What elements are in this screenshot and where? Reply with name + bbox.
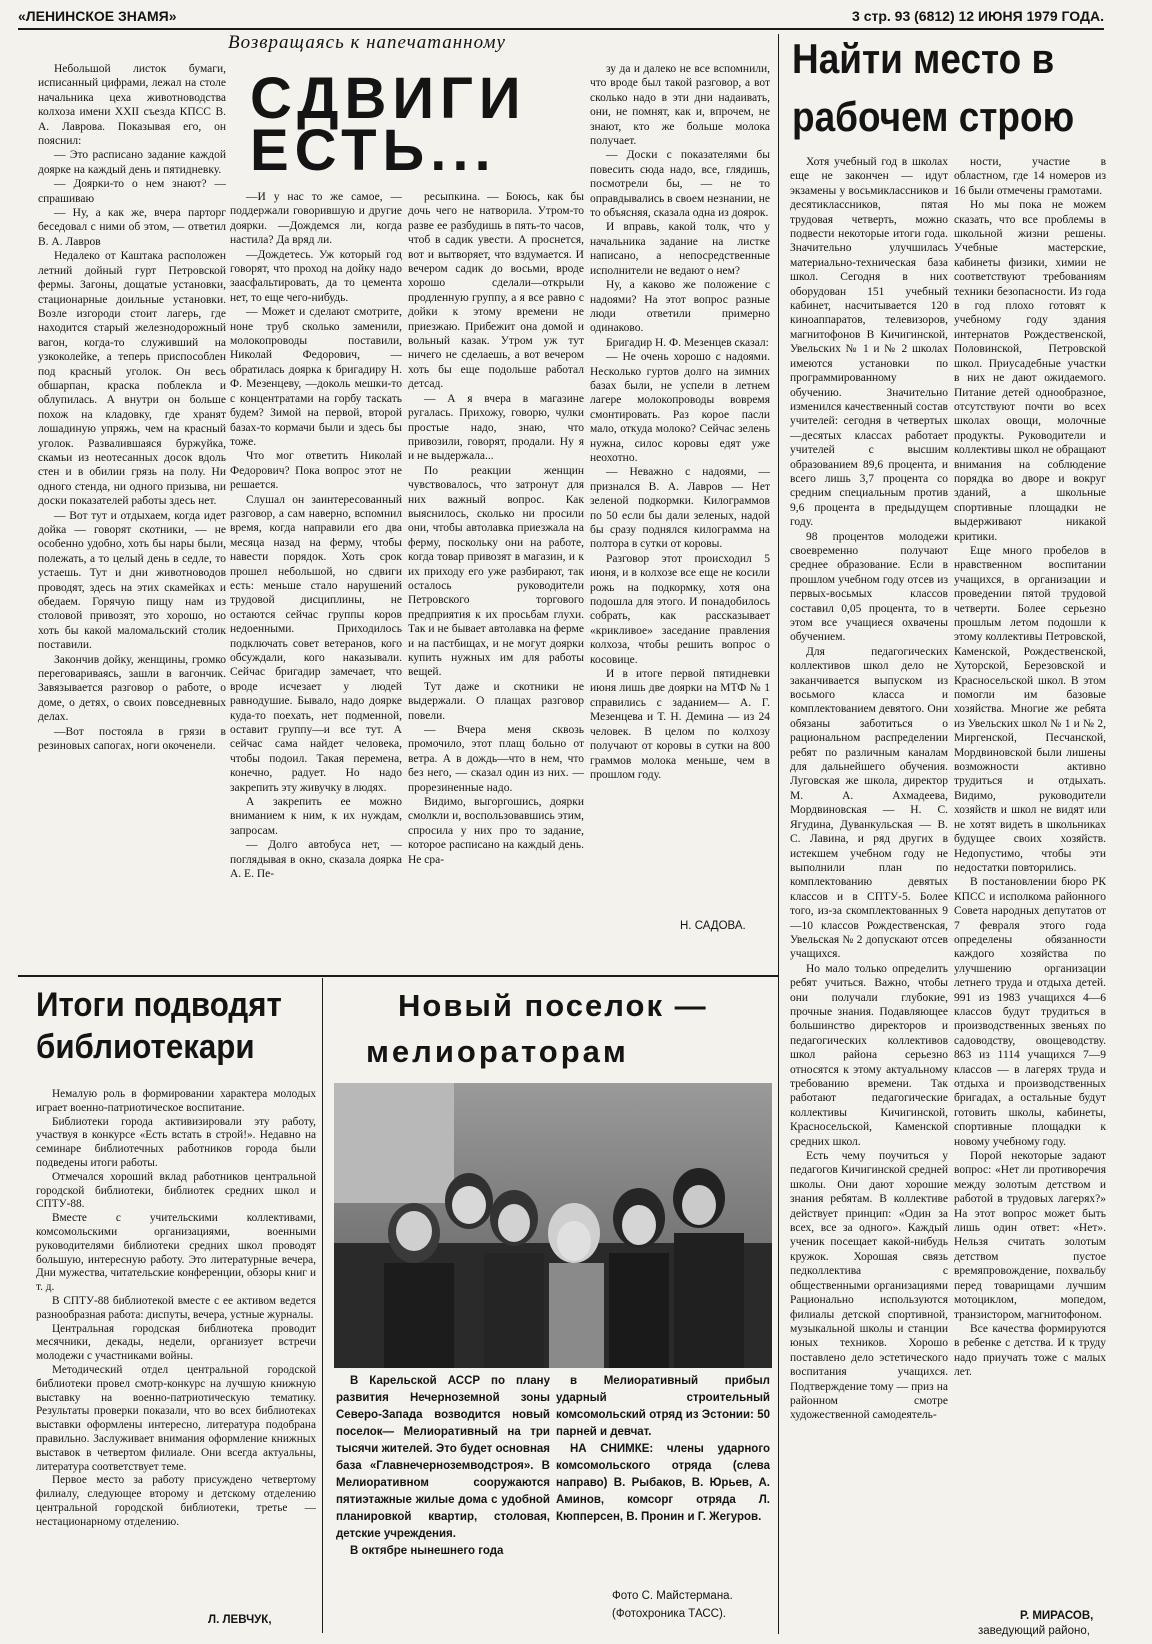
paragraph: — Вот тут и отдыхаем, когда идет дойка — говорят скотники, — не особенно удобно, хоть бы нары были, полежать, а то целый день в седле, то устаешь. Тут и дни животноводов проводят, здесь на этих скамейках и обедаем. Горячую пищу нам из столовой привозят, это хорошо, но хоть бы какой маломальский столик поставили. [38,509,226,652]
article3-signature: Л. ЛЕВЧУК, [208,1614,272,1626]
paragraph: — Ну, а как же, вчера парторг беседовал с ними об этом, — ответил В. А. Лавров [38,207,226,248]
paragraph: А закрепить ее можно вниманием к ним, к их нуждам, запросам. [230,796,402,837]
article2-title-line1: Найти место в [792,35,1055,82]
paragraph: Первое место за работу присуждено четвертому филиалу, следующее второму и детскому отделению центральной городской библиотеки, третье — нестационарному отделению. [36,1474,316,1528]
article2-signature-role: заведующий районо, [978,1625,1090,1637]
paragraph: Методический отдел центральной городской библиотеки провел смотр-конкурс на лучшую книжную выставку на военно-патриотическую тематику. Результаты проверки показали, что во всех библиотеках выставки оформлены интересно, литература подобрана правильно. Заслуживает внимания оформление книжных выставок в четвертом филиале. Они всегда актуальны, литература соответствует теме. [36,1363,316,1473]
article3-title-line1: Итоги подводят [36,986,282,1024]
paragraph: И в итоге первой пятидневки июня лишь две доярки на МТФ № 1 справились с заданием— А. Г. Мезенцева и Т. Н. Демина — из 24 человек. В целом по колхозу получают от коровы в сутки на 800 граммов молока меньше, чем в прошлом году. [590,668,770,781]
paragraph: В постановлении бюро РК КПСС и исполкома районного Совета народных депутатов от 7 февраля этого года определены обязанности каждого хозяйства по улучшению организации летнего труда и отдыха детей. 991 из 1983 учащихся 4—6 классов будут трудиться в производственных звеньях по садоводству, овощеводству. 863 из 1114 учащихся 7—9 классов — в лагерях труда и отдыха и производственных бригадах, а остальные будут готовить школы, кабинеты, спортивные площадки к новому учебному году. [954,876,1106,1148]
article4-caption-2 [556,1373,770,1558]
paragraph: Хотя учебный год в школах еще не закончен — идут экзамены у восьмиклассников и десятиклассников, пятая трудовая четверть, можно подвести некоторые итоги года. Значительно улучшилась материально-техническая база школ. Сегодня в них оборудован 151 учебный кабинет, насчитывается 120 киноаппаратов, телевизоров, магнитофонов В Кичигинской, Увельских № 1 и № 2 школах имеются установки по программированному обучению. Значительно изменился качественный состав учителей: сегодня в четвертых —десятых классах работает учителей с высшим образованием 89,6 процента, и всего лишь 3,7 процента со средним специальным против 9,6 процента в предыдущем году. [790,156,948,529]
paragraph: По реакции женщин чувствовалось, что затронут для них важный вопрос. Как выяснилось, сколько ни просили они, чтобы автолавка приезжала на ферму, поскольку они на работе, когда товар привозят в магазин, и к их приходу его уже разбирают, так осталось руководители Петровского торгового предприятия к их просьбам глухи. Так и не бывает автолавка на ферме и на пастбищах, и не могут доярки купить нужных им для работы вещей. [408,464,584,679]
article1-column-4 [590,62,770,917]
paragraph: Недалеко от Каштака расположен летний дойный гурт Петровской фермы. Загоны, дощатые установки, стационарные доильные установки. Возле изгороди стоит лагерь, где находится старый железнодорожный вагон, когда-то служивший на узкоколейке, а теперь приспособлен под красный уголок. Он весь обшарпан, краска поблекла и облупилась. А внутри он больше похож на кладовку, где хранят лошадиную упряжь, чем на красный уголок. Развалившаяся буржуйка, скамьи из неотесанных досок вдоль стен и в обилии грязь на полу. Ни одного стенда, ни одного призыва, ни доски показателей работы здесь нет. [38,250,226,508]
paragraph: — Не очень хорошо с надоями. Несколько гуртов долго на зимних базах были, не успели в летнем лагере молокопроводы вовремя смонтировать. Раз корое пасли мало, откуда молоко? Сейчас зелень нужна, силос коровы едят уже неохотно. [590,351,770,464]
article1-title-line1: СДВИГИ [250,66,527,131]
paragraph: В СПТУ-88 библиотекой вместе с ее активом ведется разнообразная работа: диспуты, вечера, устные журналы. [36,1294,316,1321]
paragraph: зу да и далеко не все вспомнили, что вроде был такой разговор, а вот сколько надо в эти дни надаивать, они, не помнят, как и, впрочем, не знают, кто же больше молока получает. [590,63,770,148]
paragraph: Немалую роль в формировании характера молодых играет военно-патриотическое воспитание. [36,1088,316,1114]
paragraph: —Дождетесь. Уж который год говорят, что проход на дойку надо заасфальтировать, да то цемента нет, то еще чего-нибудь. [230,248,402,304]
paragraph: ности, участие в областном, где 14 номеров из 16 были отмечены грамотами. [954,156,1106,197]
article1-signature: Н. САДОВА. [680,920,746,932]
article1-title-line2: ЕСТЬ... [250,118,497,183]
photo-illustration [334,1083,772,1368]
photo-credit-1: Фото С. Майстермана. [612,1590,733,1602]
paragraph: Библиотеки города активизировали эту работу, участвуя в конкурсе «Есть встать в строй!». Недавно на семинаре библиотечных работников города были подведены итоги работы. [36,1115,316,1169]
masthead: «ЛЕНИНСКОЕ ЗНАМЯ» [18,8,177,24]
article1-column-1 [38,62,226,962]
paragraph: Все качества формируются в ребенке с детства. И к труду надо приучать тоже с малых лет. [954,1322,1106,1379]
article1-kicker: Возвращаясь к напечатанному [228,32,506,53]
paragraph: И вправь, какой толк, что у начальника задание на листке написано, а непосредственные исполнители не ведают о нем? [590,221,770,277]
article2-column-2 [954,155,1106,1605]
window-light [334,1083,454,1203]
paragraph: — Это расписано задание каждой доярке на каждый день и пятидневку. [38,149,226,176]
paragraph: — Долго автобуса нет, —поглядывая в окно, сказала доярка А. Е. Пе- [230,839,402,881]
article2-signature-name: Р. МИРАСОВ, [1020,1610,1094,1622]
page-header [18,4,1104,28]
paragraph: В Карельской АССР по плану развития Нечерноземной зоны Северо-Запада возводится новый поселок— Мелиоративный на три тысячи жителей. Это будет основная база «Главнечерноземводстроя». В Мелиоративном сооружаются пятиэтажные жилые дома с удобной планировкой квартир, столовая, детские учреждения. [336,1375,550,1540]
paragraph: Но мы пока не можем сказать, что все проблемы в школьной жизни решены. Учебные мастерские, кабинеты физики, химии не соответствуют требованиям техники безопасности. Из года в год плохо готовят к учебному году здания интернатов Рождественской, Половинской, Петровской школ. Приусадебные участки в них не дают ожидаемого. Питание детей однообразное, отсутствуют почти во всех школах овощи, молочные продукты. Руководители и коллективы школ не обращают внимания на соблюдение порядка во дворе и вокруг зданий, а школьные спортивные площадки не выдерживают никакой критики. [954,199,1106,543]
paragraph: Центральная городская библиотека проводит месячники, декады, недели, организует встречи молодежи с участниками войны. [36,1322,316,1363]
paragraph: Вместе с учительскими коллективами, комсомольскими организациями, военными руководителями библиотеки средних школ проводят большую, интересную работу. Это литературные вечера, Дни мужества, читательские конференции, обзоры книг и т. д. [36,1212,316,1294]
paragraph: 98 процентов молодежи своевременно получают среднее образование. Если в прошлом учебном году отсев из первых-восьмых классов составил 0,05 процента, то в этом все учащиеся охвачены обучением. [790,530,948,644]
paragraph: Ну, а каково же положение с надоями? На этот вопрос разные люди ответили примерно одинаково. [590,279,770,335]
paragraph: Есть чему поучиться у педагогов Кичигинской средней школы. Они дают хорошие знания ребятам. В коллективе действует принцип: «Один за всех, все за одного». Каждый ученик посещает какой-нибудь кружок. Хорошая связь педколлектива с общественными организациями Рационально используются филиалы детской спортивной, музыкальной школы и станции юных техников. Хорошо поставлено дело эстетического воспитания учащихся. Подтверждение тому — приз на районном смотре художественной самодеятель- [790,1150,948,1422]
paragraph: — Вчера меня сквозь промочило, этот плащ больно от ветра. А в дождь—что в нем, что без него, — сказал один из них. — прорезиненные надо. [408,724,584,794]
article4-title-line2: мелиораторам [366,1034,629,1069]
paragraph: Что мог ответить Николай Федорович? Пока вопрос этот не решается. [230,450,402,492]
paragraph: Слушал он заинтересованный разговор, а сам наверно, вспомнил время, когда направили его два месяца назад на ферму, чтобы навести порядок. Хоть срок прошел небольшой, но сдвиги есть: меньше стало нарушений трудовой дисциплины, не остаются сейчас группы коров недоенными. Приходилось подключать совет ветеранов, кого обсуждали, кого наказывали. Сейчас бригадир замечает, что вроде исчезает у людей равнодушие. Бывало, надо доярке куда-то поехать, нет подменной, оставит группу—и все тут. А сейчас сама найдет человека, чтобы подоил. Такая перемена, конечно, радует. Но надо закрепить эту живучку в людях. [230,493,402,794]
paragraph: Видимо, выгоргошись, доярки смолкли и, воспользовавшись этим, спросила у них про то задание, которое расписано на каждый день. Не сра- [408,796,584,866]
paragraph: Для педагогических коллективов школ дело не заканчивается выпуском из восьмого класса и комплектованием девятого. Они обязаны заботиться о рациональном распределении ребят по различным каналам для дальнейшего обучения. Луговская же школа, директор М. А. Ахмадеева, Мордвиновская — Н. С. Ягудина, Дуванкульская — В. С. Лавина, и ряд других в истекшем учебном году не выполнили план по комплектованию девятых классов и в СПТУ-5. Более того, из-за скомплектованных 9—10 классов Рождественская, Увельская № 2 допускают отсев учащихся. [790,645,948,961]
paragraph: в Мелиоративный прибыл ударный строительный комсомольский отряд из Эстонии: 50 парней и девчат. [556,1375,770,1438]
bottom-divider [322,978,323,1633]
paragraph: Небольшой листок бумаги, исписанный цифрами, лежал на столе начальника цеха животноводства колхоза имени XXII съезда КПСС В. А. Лаврова. Показывая его, он пояснил: [38,63,226,148]
paragraph: — А я вчера в магазине ругалась. Прихожу, говорю, чулки простые надо, знаю, что привозили, говорят, продали. Ну я и не выдержала... [408,392,584,463]
paragraph: Тут даже и скотники не выдержали. О плащах разговор повели. [408,680,584,722]
paragraph: Отмечался хороший вклад работников центральной городской библиотеки, библиотек средних школ и СПТУ-88. [36,1170,316,1211]
paragraph: —Вот постояла в грязи в резиновых сапогах, ноги окоченели. [38,725,226,753]
article2-title-line2: рабочем строю [792,93,1075,140]
article4-title-line1: Новый поселок — [398,988,708,1023]
paragraph: — Доски с показателями бы повесить сюда надо, все, глядишь, посмотрели бы, — не то оправдывались в своем незнании, не то объясняя, сказала одна из доярок. [590,149,770,220]
paragraph: Закончив дойку, женщины, громко переговариваясь, зашли в вагончик. Завязывается разговор о работе, о доме, о детях, о своих повседневных делах. [38,653,226,724]
issue-date: 3 стр. 93 (6812) 12 ИЮНЯ 1979 ГОДА. [852,8,1104,24]
paragraph: Но мало только определить ребят учиться. Важно, чтобы они получали глубокие, прочные знания. Подавляющее большинство директоров и педагогических коллективов школ района серьезно относятся к этому актуальному требованию времени. Так работают педагогические коллективы Кичигинской, Красносельской, Каменской средних школ. [790,962,948,1148]
article4-caption-1 [336,1373,550,1638]
article1-column-3 [408,190,584,940]
column-divider [778,34,779,1634]
paragraph: Бригадир Н. Ф. Мезенцев сказал: [606,336,769,349]
paragraph: — Неважно с надоями, — признался В. А. Лавров — Нет зеленой подкормки. Килограммов по 50 если бы дали зеленых, надой бы сразу поднялся килограмма на полтора в сутки от коровы. [590,466,770,551]
paragraph: НА СНИМКЕ: члены ударного комсомольского отряда (слева направо) В. Рыбаков, В. Юрьев, А. Аминов, комсорг отряда Л. Кюпперсен, В. Пронин и Г. Жегуров. [556,1443,770,1523]
section-rule [18,975,778,977]
article3-column [36,1088,316,1613]
paragraph: ресыпкина. — Боюсь, как бы дочь чего не натворила. Утром-то разве ее разбудишь в пять-то часов, чтоб в садик увести. А проснется, вот и вытворяет, что вздумается. И вечером садик до восьми, вроде хорошо сделали—открыли продленную группу, а я все равно с дойки к этому времени не приезжаю. Прибежит она домой и вольный казак. Утром уж тут ничего не сделаешь, а вот вечером хоть бы еще подольше работал детсад. [408,191,584,391]
paragraph: —И у нас то же самое, —поддержали говорившую и другие доярки. —Дождемся ли, когда настила? Да вряд ли. [230,191,402,247]
news-photo [334,1083,772,1368]
paragraph: — Может и сделают смотрите, ноне труб сколько заменили, молокопроводы поставили, Николай Федорович, — обратилась доярка к бригадиру Н. Ф. Мезенцеву, —доколь мешки-то с концентратами на горбу таскать будем? Зимой на первой, второй базах-то кормачи были и здесь бы тоже. [230,306,402,448]
article1-column-2 [230,190,402,940]
paragraph: Порой некоторые задают вопрос: «Нет ли противоречия между золотым детством и работой в трудовых лагерях?» На этот вопрос может быть лишь один ответ: «Нет». Нельзя считать золотым детством пустое времяпровождение, похвальбу перед товарищами лучшим мотоциклом, мопедом, транзистором, магнитофоном. [954,1150,1106,1321]
header-rule [18,28,1104,30]
photo-credit-2: (Фотохроника ТАСС). [612,1608,727,1620]
article2-column-1 [790,155,948,1635]
paragraph: Еще много пробелов в нравственном воспитании учащихся, в организации и проведении пятой трудовой четверти. Более серьезно прошлым летом подошли к этому коллективы Петровской, Каменской, Рождественской, Хуторской, Березовской и Красносельской школ. В этом помогли им базовые хозяйства. Многие же ребята из Увельских школ № 1 и № 2, Миргенской, Песчанской, Мордвиновской были лишены возможности активно трудиться и отдыхать. Видимо, руководители хозяйств и школ не видят или не хотят видеть в школьниках будущее своих хозяйств. Недопустимо, чтобы эти недостатки повторились. [954,544,1106,874]
paragraph: Разговор этот происходил 5 июня, и в колхозе все еще не косили рожь на подкормку, хотя она подошла для этого. И понадобилось собрать, как рассказывает «крикливое» заседание правления колхоза, чтобы решить вопрос о косовице. [590,552,770,666]
paragraph: В октябре нынешнего года [350,1545,504,1557]
article3-title-line2: библиотекари [36,1028,255,1066]
paragraph: — Доярки-то о нем знают? — спрашиваю [38,178,226,205]
